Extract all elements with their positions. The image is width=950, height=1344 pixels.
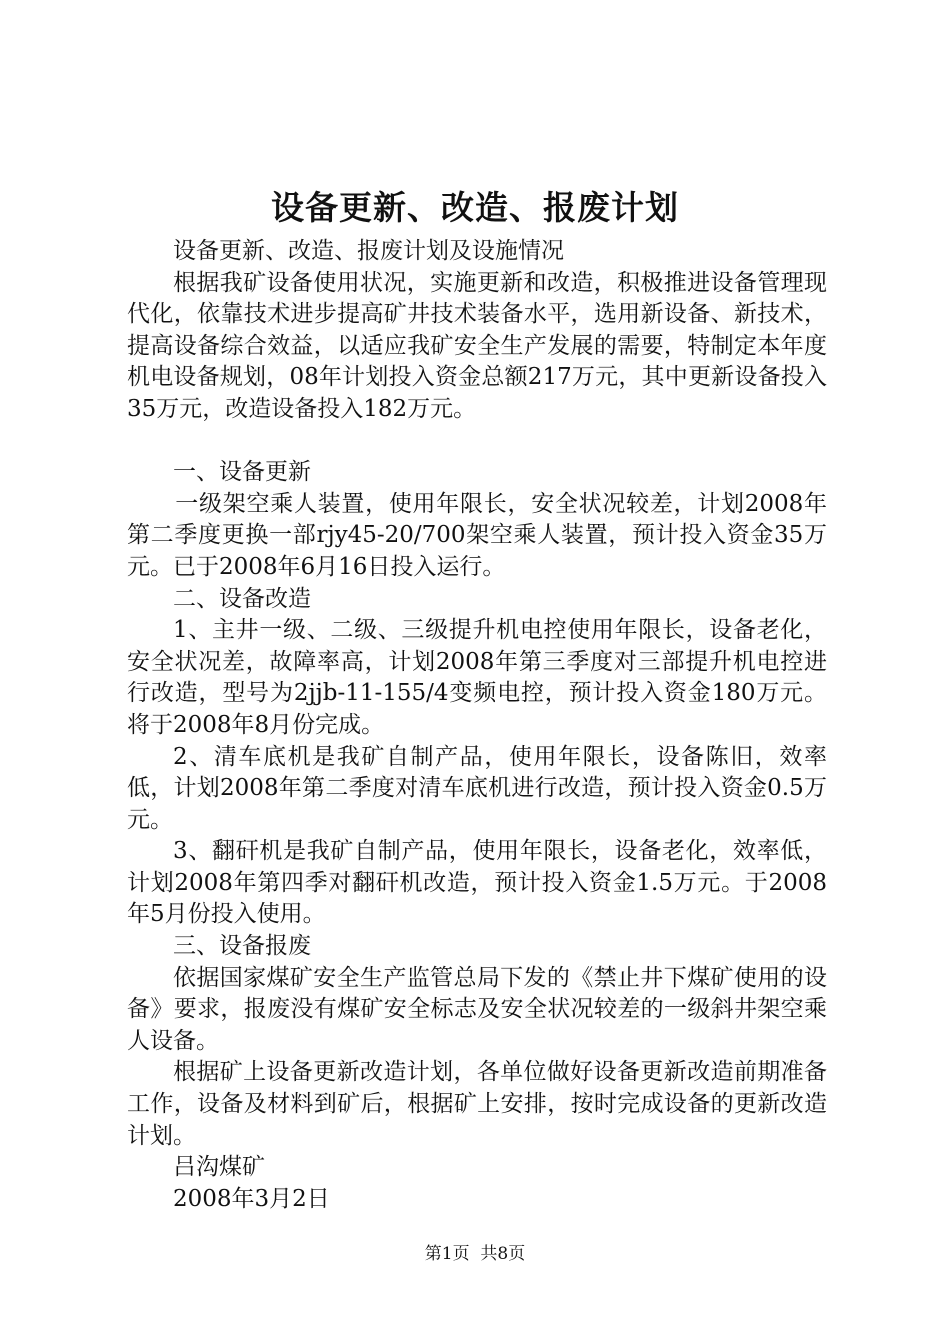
closing-paragraph: 根据矿上设备更新改造计划，各单位做好设备更新改造前期准备工作，设备及材料到矿后，根据矿上安排，按时完成设备的更新改造计划。 — [127, 1059, 827, 1149]
scrap-paragraph: 依据国家煤矿安全生产监管总局下发的《禁止井下煤矿使用的设备》要求，报废没有煤矿安全标志及安全状况较差的一级斜井架空乘人设备。 — [127, 964, 827, 1054]
renovation-item-2: 2、清车底机是我矿自制产品，使用年限长，设备陈旧，效率低，计划2008年第二季度对清车底机进行改造，预计投入资金0.5万元。 — [127, 743, 827, 833]
subtitle-line: 设备更新、改造、报废计划及设施情况 — [173, 238, 564, 264]
update-paragraph: 一级架空乘人装置，使用年限长，安全状况较差，计划2008年第二季度更换一部rjy45-20/700架空乘人装置，预计投入资金35万元。已于2008年6月16日投入运行。 — [127, 490, 827, 580]
intro-paragraph: 根据我矿设备使用状况，实施更新和改造，积极推进设备管理现代化，依靠技术进步提高矿井技术装备水平，选用新设备、新技术，提高设备综合效益，以适应我矿安全生产发展的需要，特制定本年度机电设备规划，08年计划投入资金总额217万元，其中更新设备投入35万元，改造设备投入182万元。 — [127, 269, 827, 422]
renovation-item-1: 1、主井一级、二级、三级提升机电控使用年限长，设备老化，安全状况差，故障率高，计划2008年第三季度对三部提升机电控进行改造，型号为2jjb-11-155/4变频电控，预计投入资金180万元。将于2008年8月份完成。 — [127, 617, 827, 738]
page-number-footer: 第1页 共8页 — [424, 1244, 526, 1264]
signature-organization: 吕沟煤矿 — [173, 1154, 265, 1181]
section-heading-scrap: 三、设备报废 — [173, 933, 311, 960]
section-heading-update: 一、设备更新 — [173, 459, 311, 486]
blank-line — [127, 426, 827, 458]
section-heading-renovation: 二、设备改造 — [173, 585, 311, 612]
signature-date: 2008年3月2日 — [173, 1185, 330, 1212]
document-body — [127, 236, 827, 1215]
document-title: 设备更新、改造、报废计划 — [271, 188, 679, 227]
renovation-item-3: 3、翻矸机是我矿自制产品，使用年限长，设备老化，效率低，计划2008年第四季对翻矸机改造，预计投入资金1.5万元。于2008年5月份投入使用。 — [127, 838, 827, 928]
